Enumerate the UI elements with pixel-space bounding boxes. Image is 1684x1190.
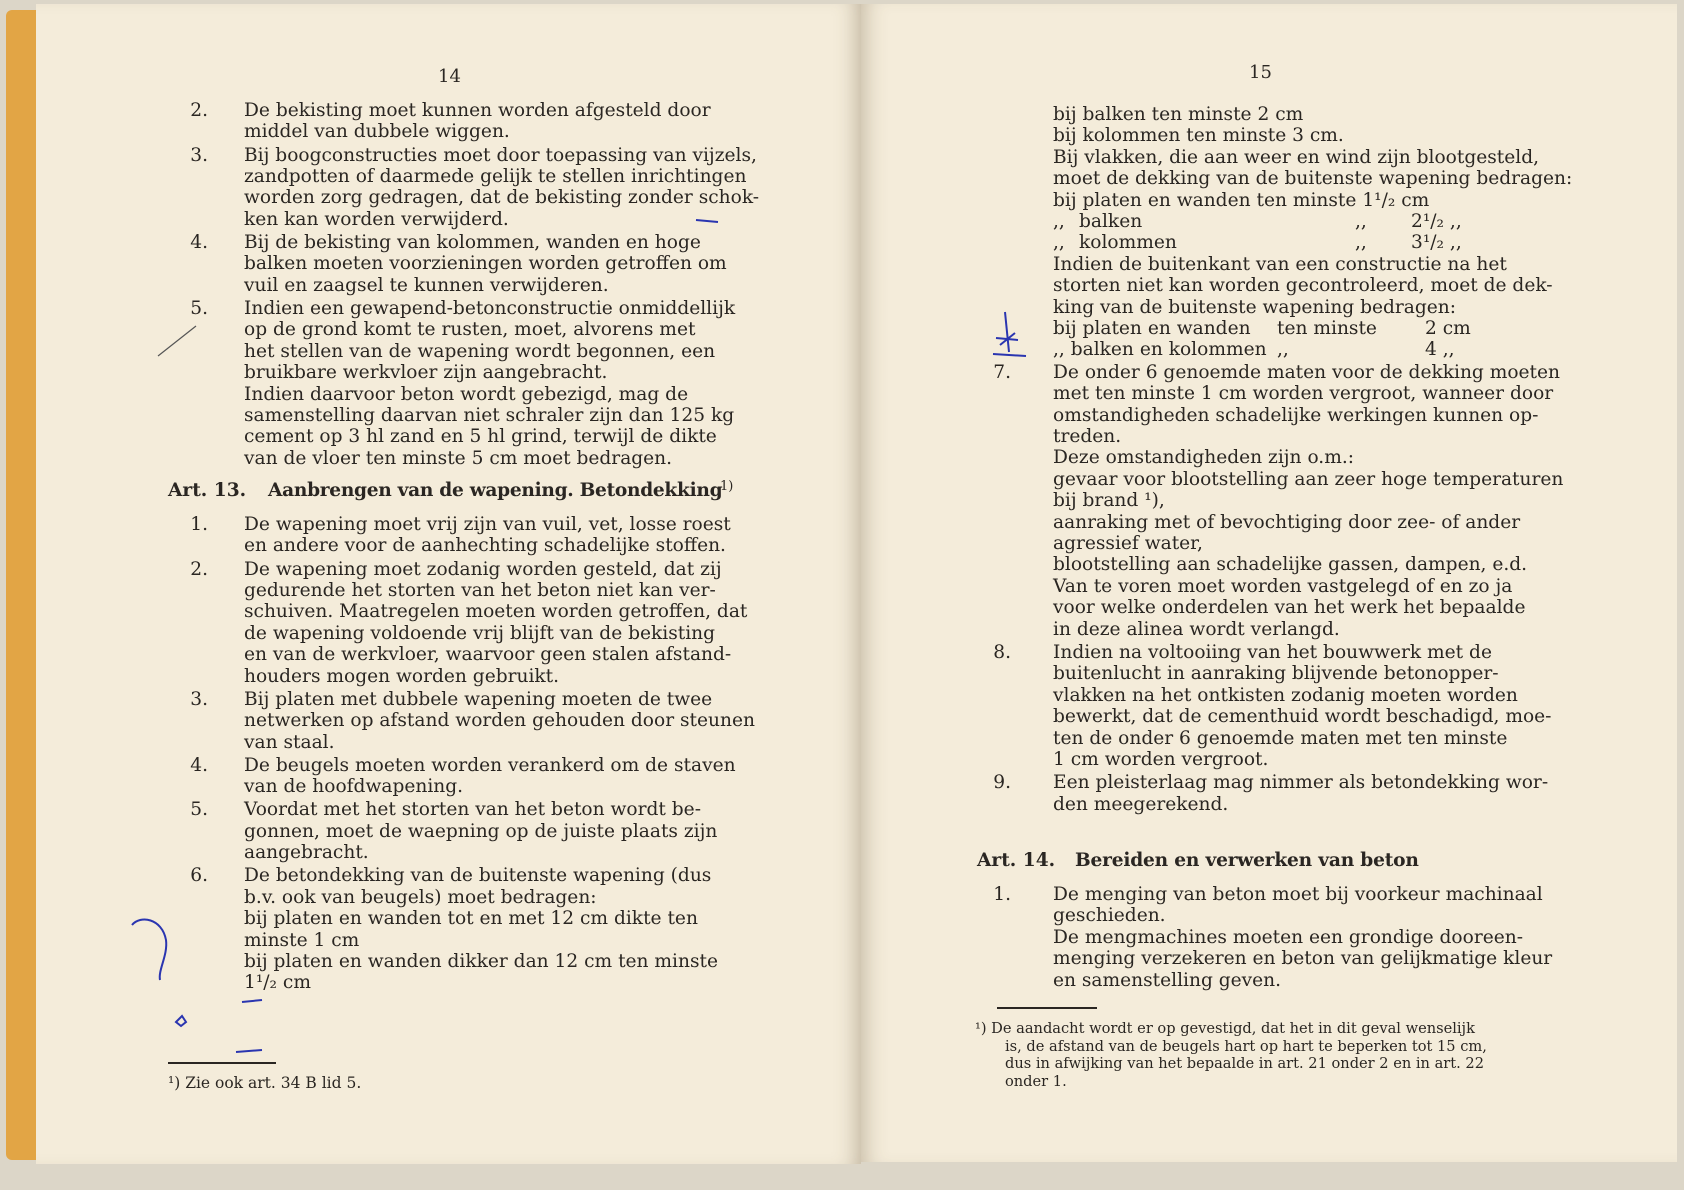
footnote-line: is, de afstand van de beugels hart op hart te beperken tot 15 cm, (1005, 1037, 1487, 1055)
item-text-line: De onder 6 genoemde maten voor de dekking moeten (1053, 361, 1561, 383)
item-number: 1. (190, 514, 208, 535)
item-text-line: met ten minste 1 cm worden vergroot, wanneer door (1053, 383, 1554, 405)
item-text-line: de wapening voldoende vrij blijft van de bekisting (244, 622, 716, 644)
item-text-line: Deze omstandigheden zijn o.m.: (1053, 447, 1355, 469)
item-text-line: en van de werkvloer, waarvoor geen stalen afstand- (244, 644, 732, 666)
table-cell: 4 ,, (1425, 339, 1455, 361)
item-text-line: het stellen van de wapening wordt begonnen, een (244, 340, 716, 362)
item-text-line: netwerken op afstand worden gehouden door steunen (244, 710, 755, 732)
pen-bracket-mark (132, 920, 166, 980)
item-text-line: Een pleisterlaag mag nimmer als betondekking wor- (1053, 772, 1549, 794)
item-text-line: voor welke onderdelen van het werk het bepaalde (1053, 597, 1526, 619)
item-text-line: bij platen en wanden dikker dan 12 cm ten minste (244, 951, 718, 972)
item-text-line: De betondekking van de buitenste wapening (dus (244, 865, 712, 887)
item-text-line: schuiven. Maatregelen moeten worden getroffen, dat (244, 601, 748, 623)
footnote-line: ¹) De aandacht wordt er op gevestigd, dat het in dit geval wenselijk (975, 1020, 1475, 1037)
article-title: Bereiden en verwerken van beton (1075, 850, 1419, 871)
item-number: 3. (190, 144, 208, 166)
item-text-line: De mengmachines moeten een grondige dooreen- (1053, 926, 1523, 948)
item-number: 1. (993, 884, 1011, 905)
text-line: storten niet kan worden gecontroleerd, moet de dek- (1053, 275, 1553, 297)
item-text-line: op de grond komt te rusten, moet, alvorens met (244, 319, 696, 341)
item-text-line: samenstelling daarvan niet schraler zijn dan 125 kg (244, 405, 735, 426)
item-text-line: aangebracht. (244, 842, 369, 864)
item-text-line: worden zorg gedragen, dat de bekisting zonder schok- (244, 187, 760, 209)
ditto-mark: ,, (1053, 211, 1065, 232)
table-cell: 3¹/₂ ,, (1411, 232, 1462, 254)
article-title: Aanbrengen van de wapening. Betondekking (268, 480, 723, 501)
article-label: Art. 13. (168, 480, 247, 501)
item-text-line: Van te voren moet worden vastgelegd of en zo ja (1053, 575, 1513, 597)
page-number: 14 (438, 66, 461, 87)
pen-underline (696, 220, 718, 222)
item-text-line: Bij platen met dubbele wapening moeten de twee (244, 688, 713, 710)
item-text-line: 1 cm worden vergroot. (1053, 749, 1269, 770)
item-number: 4. (190, 754, 208, 776)
item-text-line: De menging van beton moet bij voorkeur machinaal (1053, 884, 1543, 905)
item-text-line: agressief water, (1053, 533, 1203, 554)
item-text-line: geschieden. (1053, 905, 1166, 927)
text-line: bij balken ten minste 2 cm (1053, 104, 1304, 125)
footnote: ¹) Zie ook art. 34 B lid 5. (168, 1074, 362, 1092)
item-text-line: bij platen en wanden tot en met 12 cm dikte ten (244, 908, 698, 930)
item-text-line: Bij boogconstructies moet door toepassing van vijzels, (244, 144, 757, 166)
item-text-line: Indien daarvoor beton wordt gebezigd, mag de (244, 383, 689, 405)
item-number: 9. (993, 772, 1011, 794)
footnote-line: onder 1. (1005, 1072, 1067, 1090)
text-line: moet de dekking van de buitenste wapening bedragen: (1053, 168, 1573, 190)
table-cell: 2¹/₂ ,, (1411, 211, 1462, 232)
item-text-line: blootstelling aan schadelijke gassen, dampen, e.d. (1053, 554, 1528, 576)
item-text-line: ten de onder 6 genoemde maten met ten minste (1053, 727, 1508, 749)
item-text-line: minste 1 cm (244, 929, 360, 951)
item-number: 5. (190, 799, 208, 821)
text-line: Indien de buitenkant van een constructie na het (1053, 253, 1507, 275)
item-text-line: bewerkt, dat de cementhuid wordt beschadigd, moe- (1053, 706, 1552, 728)
pen-dot-mark (176, 1016, 186, 1026)
item-text-line: ken kan worden verwijderd. (244, 208, 509, 230)
item-number: 3. (190, 688, 208, 710)
item-text-line: 1¹/₂ cm (244, 972, 311, 994)
item-text-line: middel van dubbele wiggen. (244, 121, 510, 143)
item-text-line: bruikbare werkvloer zijn aangebracht. (244, 362, 608, 384)
item-text-line: De beugels moeten worden verankerd om de staven (244, 754, 736, 776)
table-cell: ten minste (1277, 318, 1377, 339)
item-text-line: in deze alinea wordt verlangd. (1053, 618, 1340, 640)
item-text-line: vlakken na het ontkisten zodanig moeten worden (1053, 684, 1518, 706)
text-line: bij platen en wanden ten minste 1¹/₂ cm (1053, 189, 1430, 211)
table-cell: balken (1079, 211, 1143, 232)
article-label: Art. 14. (977, 850, 1056, 871)
item-text-line: gevaar voor blootstelling aan zeer hoge temperaturen (1053, 468, 1564, 490)
item-text-line: van de hoofdwapening. (244, 776, 464, 798)
footnote-ref: 1) (720, 479, 734, 494)
item-number: 2. (190, 558, 208, 580)
pen-underline (236, 1050, 262, 1052)
item-text-line: De wapening moet zodanig worden gesteld, dat zij (244, 558, 722, 580)
item-text-line: aanraking met of bevochtiging door zee- of ander (1053, 511, 1521, 533)
item-text-line: gedurende het storten van het beton niet kan ver- (244, 580, 716, 601)
item-number: 8. (993, 642, 1011, 663)
table-cell: ,, balken en kolommen (1053, 339, 1267, 361)
page-number: 15 (1249, 62, 1272, 83)
ditto-mark: ,, (1355, 211, 1367, 232)
item-text-line: Indien een gewapend-betonconstructie onmiddellijk (244, 298, 736, 319)
item-text-line: en samenstelling geven. (1053, 969, 1282, 991)
item-number: 5. (190, 298, 208, 319)
item-text-line: menging verzekeren en beton van gelijkmatige kleur (1053, 948, 1553, 970)
item-number: 2. (190, 100, 208, 121)
ditto-mark: ,, (1355, 232, 1367, 254)
pen-underline (242, 1000, 262, 1002)
item-text-line: Voordat met het storten van het beton wordt be- (244, 799, 701, 821)
item-text-line: van staal. (244, 731, 335, 753)
item-text-line: gonnen, moet de waepning op de juiste plaats zijn (244, 820, 718, 842)
item-text-line: cement op 3 hl zand en 5 hl grind, terwijl de dikte (244, 426, 717, 448)
item-text-line: buitenlucht in aanraking blijvende betonopper- (1053, 663, 1499, 685)
item-text-line: De wapening moet vrij zijn van vuil, vet, losse roest (244, 514, 731, 535)
item-number: 6. (190, 865, 208, 887)
item-text-line: Indien na voltooiing van het bouwwerk met de (1053, 642, 1492, 663)
item-text-line: den meegerekend. (1053, 793, 1229, 815)
text-line: bij kolommen ten minste 3 cm. (1053, 125, 1344, 147)
ditto-mark: ,, (1053, 232, 1065, 254)
item-text-line: bij brand ¹), (1053, 490, 1165, 512)
item-text-line: treden. (1053, 426, 1122, 447)
item-text-line: Bij de bekisting van kolommen, wanden en hoge (244, 232, 701, 253)
item-text-line: en andere voor de aanhechting schadelijke stoffen. (244, 535, 726, 557)
pen-anchor-mark (993, 312, 1026, 356)
text-line: Bij vlakken, die aan weer en wind zijn blootgesteld, (1053, 146, 1540, 168)
item-text-line: zandpotten of daarmede gelijk te stellen inrichtingen (244, 166, 747, 187)
table-cell: kolommen (1079, 232, 1177, 254)
item-text-line: b.v. ook van beugels) moet bedragen: (244, 886, 597, 908)
table-cell: ,, (1277, 339, 1289, 361)
item-text-line: van de vloer ten minste 5 cm moet bedragen. (244, 447, 673, 469)
item-number: 7. (993, 361, 1011, 383)
pencil-stroke (158, 326, 196, 356)
item-text-line: vuil en zaagsel te kunnen verwijderen. (244, 274, 609, 296)
text-line: king van de buitenste wapening bedragen: (1053, 296, 1457, 318)
table-cell: bij platen en wanden (1053, 318, 1251, 339)
item-text-line: balken moeten voorzieningen worden getroffen om (244, 253, 727, 275)
item-text-line: De bekisting moet kunnen worden afgesteld door (244, 100, 711, 121)
item-text-line: omstandigheden schadelijke werkingen kunnen op- (1053, 404, 1539, 426)
footnote-line: dus in afwijking van het bepaalde in art. 21 onder 2 en in art. 22 (1005, 1055, 1484, 1072)
table-cell: 2 cm (1425, 318, 1471, 339)
item-text-line: houders mogen worden gebruikt. (244, 665, 560, 687)
item-number: 4. (190, 232, 208, 253)
